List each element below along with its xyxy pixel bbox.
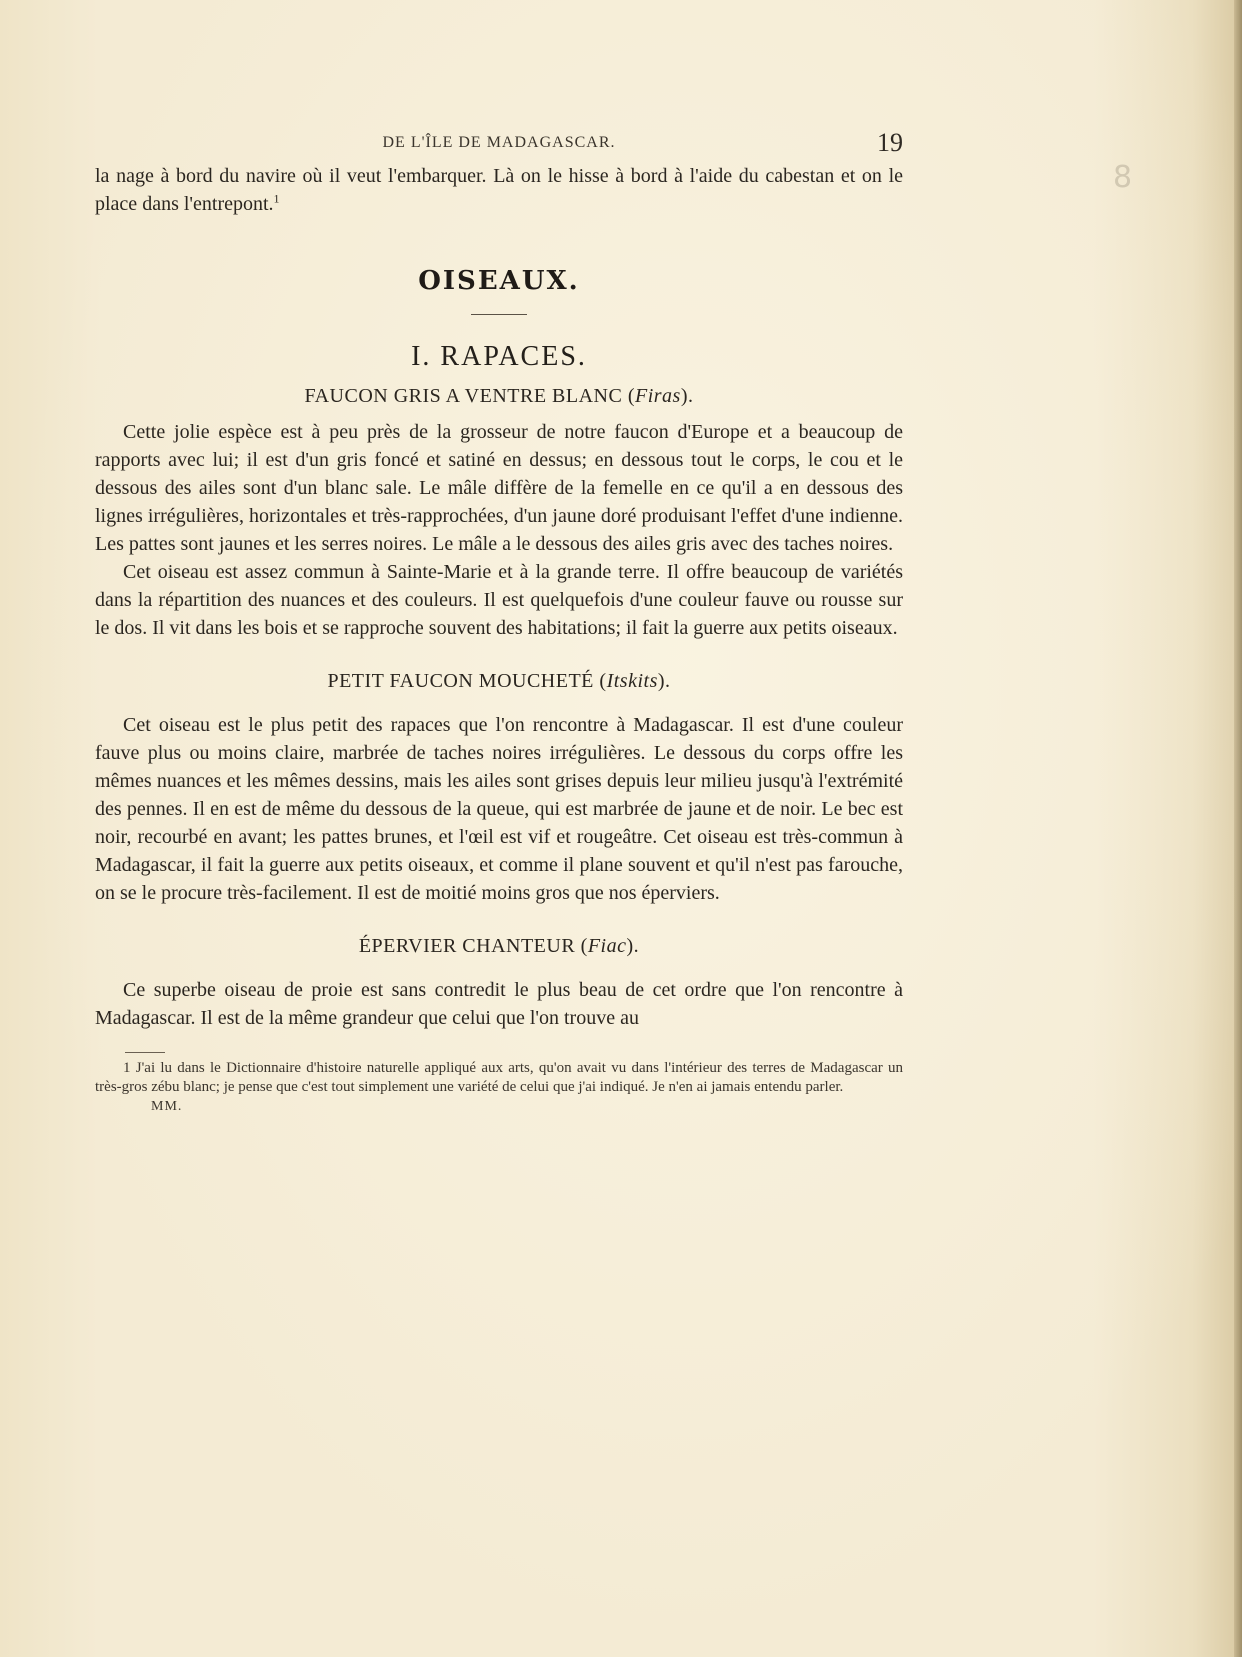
- species-name: ÉPERVIER CHANTEUR: [358, 935, 576, 957]
- species-paragraph: Cette jolie espèce est à peu près de la grosseur de notre faucon d'Europe et a beaucoup de rapports avec lui; il est d'un gris foncé et satiné en dessus; en dessous tout le corps, le cou et le dessous des ailes sont d'un blanc sale. Le mâle diffère de la femelle en ce qu'il a en dessous des lignes irrégulières, horizontales et très-rapprochées, d'un jaune doré produisant l'effet d'une indienne. Les pattes sont jaunes et les serres noires. Le mâle a le dessous des ailes gris avec des taches noires.: [95, 421, 903, 555]
- intro-paragraph: [95, 162, 903, 218]
- species-name: FAUCON GRIS A VENTRE BLANC: [304, 385, 623, 407]
- intro-text: la nage à bord du navire où il veut l'embarquer. Là on le hisse à bord à l'aide du cabestan et on le place dans l'entrepont.: [95, 165, 903, 215]
- species-paragraph: Ce superbe oiseau de proie est sans contredit le plus beau de cet ordre que l'on rencontre à Madagascar. Il est de la même grandeur que celui que l'on trouve au: [95, 979, 903, 1029]
- footnote-rule: [125, 1052, 165, 1053]
- native-name: Itskits: [606, 670, 658, 692]
- native-name: Fiac: [587, 935, 627, 957]
- species-paragraph: Cet oiseau est assez commun à Sainte-Marie et à la grande terre. Il offre beaucoup de variétés dans la répartition des nuances et des couleurs. Il est quelquefois d'une couleur fauve ou rousse sur le dos. Il vit dans les bois et se rapproche souvent des habitations; il fait la guerre aux petits oiseaux.: [95, 561, 903, 639]
- running-title: DE L'ÎLE DE MADAGASCAR.: [382, 134, 616, 151]
- running-head: [95, 128, 903, 162]
- footnote-text: J'ai lu dans le Dictionnaire d'histoire naturelle appliqué aux arts, qu'on avait vu dans l'intérieur des terres de Madagascar un très-gros zébu blanc; je pense que c'est tout simplement une variété de celui que j'ai indiqué. Je n'en ai jamais entendu parler.: [95, 1060, 904, 1095]
- species-heading-petit-faucon: PETIT FAUCON MOUCHETÉ (Itskits).: [327, 670, 671, 692]
- footnotes: [95, 1052, 903, 1115]
- footnote-mark: 1: [123, 1060, 131, 1076]
- native-name: Firas: [635, 385, 681, 407]
- footnote: [95, 1059, 903, 1097]
- species-name: PETIT FAUCON MOUCHETÉ: [327, 670, 594, 692]
- species-paragraph: Cet oiseau est le plus petit des rapaces que l'on rencontre à Madagascar. Il est d'une couleur fauve plus ou moins claire, marbrée de taches noires irrégulières. Le dessous du corps offre les mêmes nuances et les mêmes dessins, mais les ailes sont grises depuis leur milieu jusqu'à l'extrémité des pennes. Il en est de même du dessous de la queue, qui est marbrée de jaune et de noir. Le bec est noir, recourbé en avant; les pattes brunes, et l'œil est vif et rougeâtre. Cet oiseau est très-commun à Madagascar, il fait la guerre aux petits oiseaux, et comme il plane souvent et qu'il n'est pas farouche, on se le procure très-facilement. Il est de moitié moins gros que nos éperviers.: [95, 714, 903, 904]
- text-column: [95, 128, 903, 1115]
- section-title: OISEAUX.: [418, 266, 580, 296]
- pencil-mark: 8: [1113, 160, 1133, 195]
- species-heading-epervier: ÉPERVIER CHANTEUR (Fiac).: [358, 935, 640, 957]
- title-rule: [471, 314, 527, 315]
- page-edge: [1234, 0, 1242, 1657]
- footnote-signature: MM.: [151, 1099, 183, 1114]
- page-number: 19: [877, 128, 903, 157]
- species-heading-faucon-gris: FAUCON GRIS A VENTRE BLANC (Firas).: [304, 385, 694, 407]
- order-title: I. RAPACES.: [411, 341, 587, 372]
- footnote-reference: 1: [273, 191, 280, 206]
